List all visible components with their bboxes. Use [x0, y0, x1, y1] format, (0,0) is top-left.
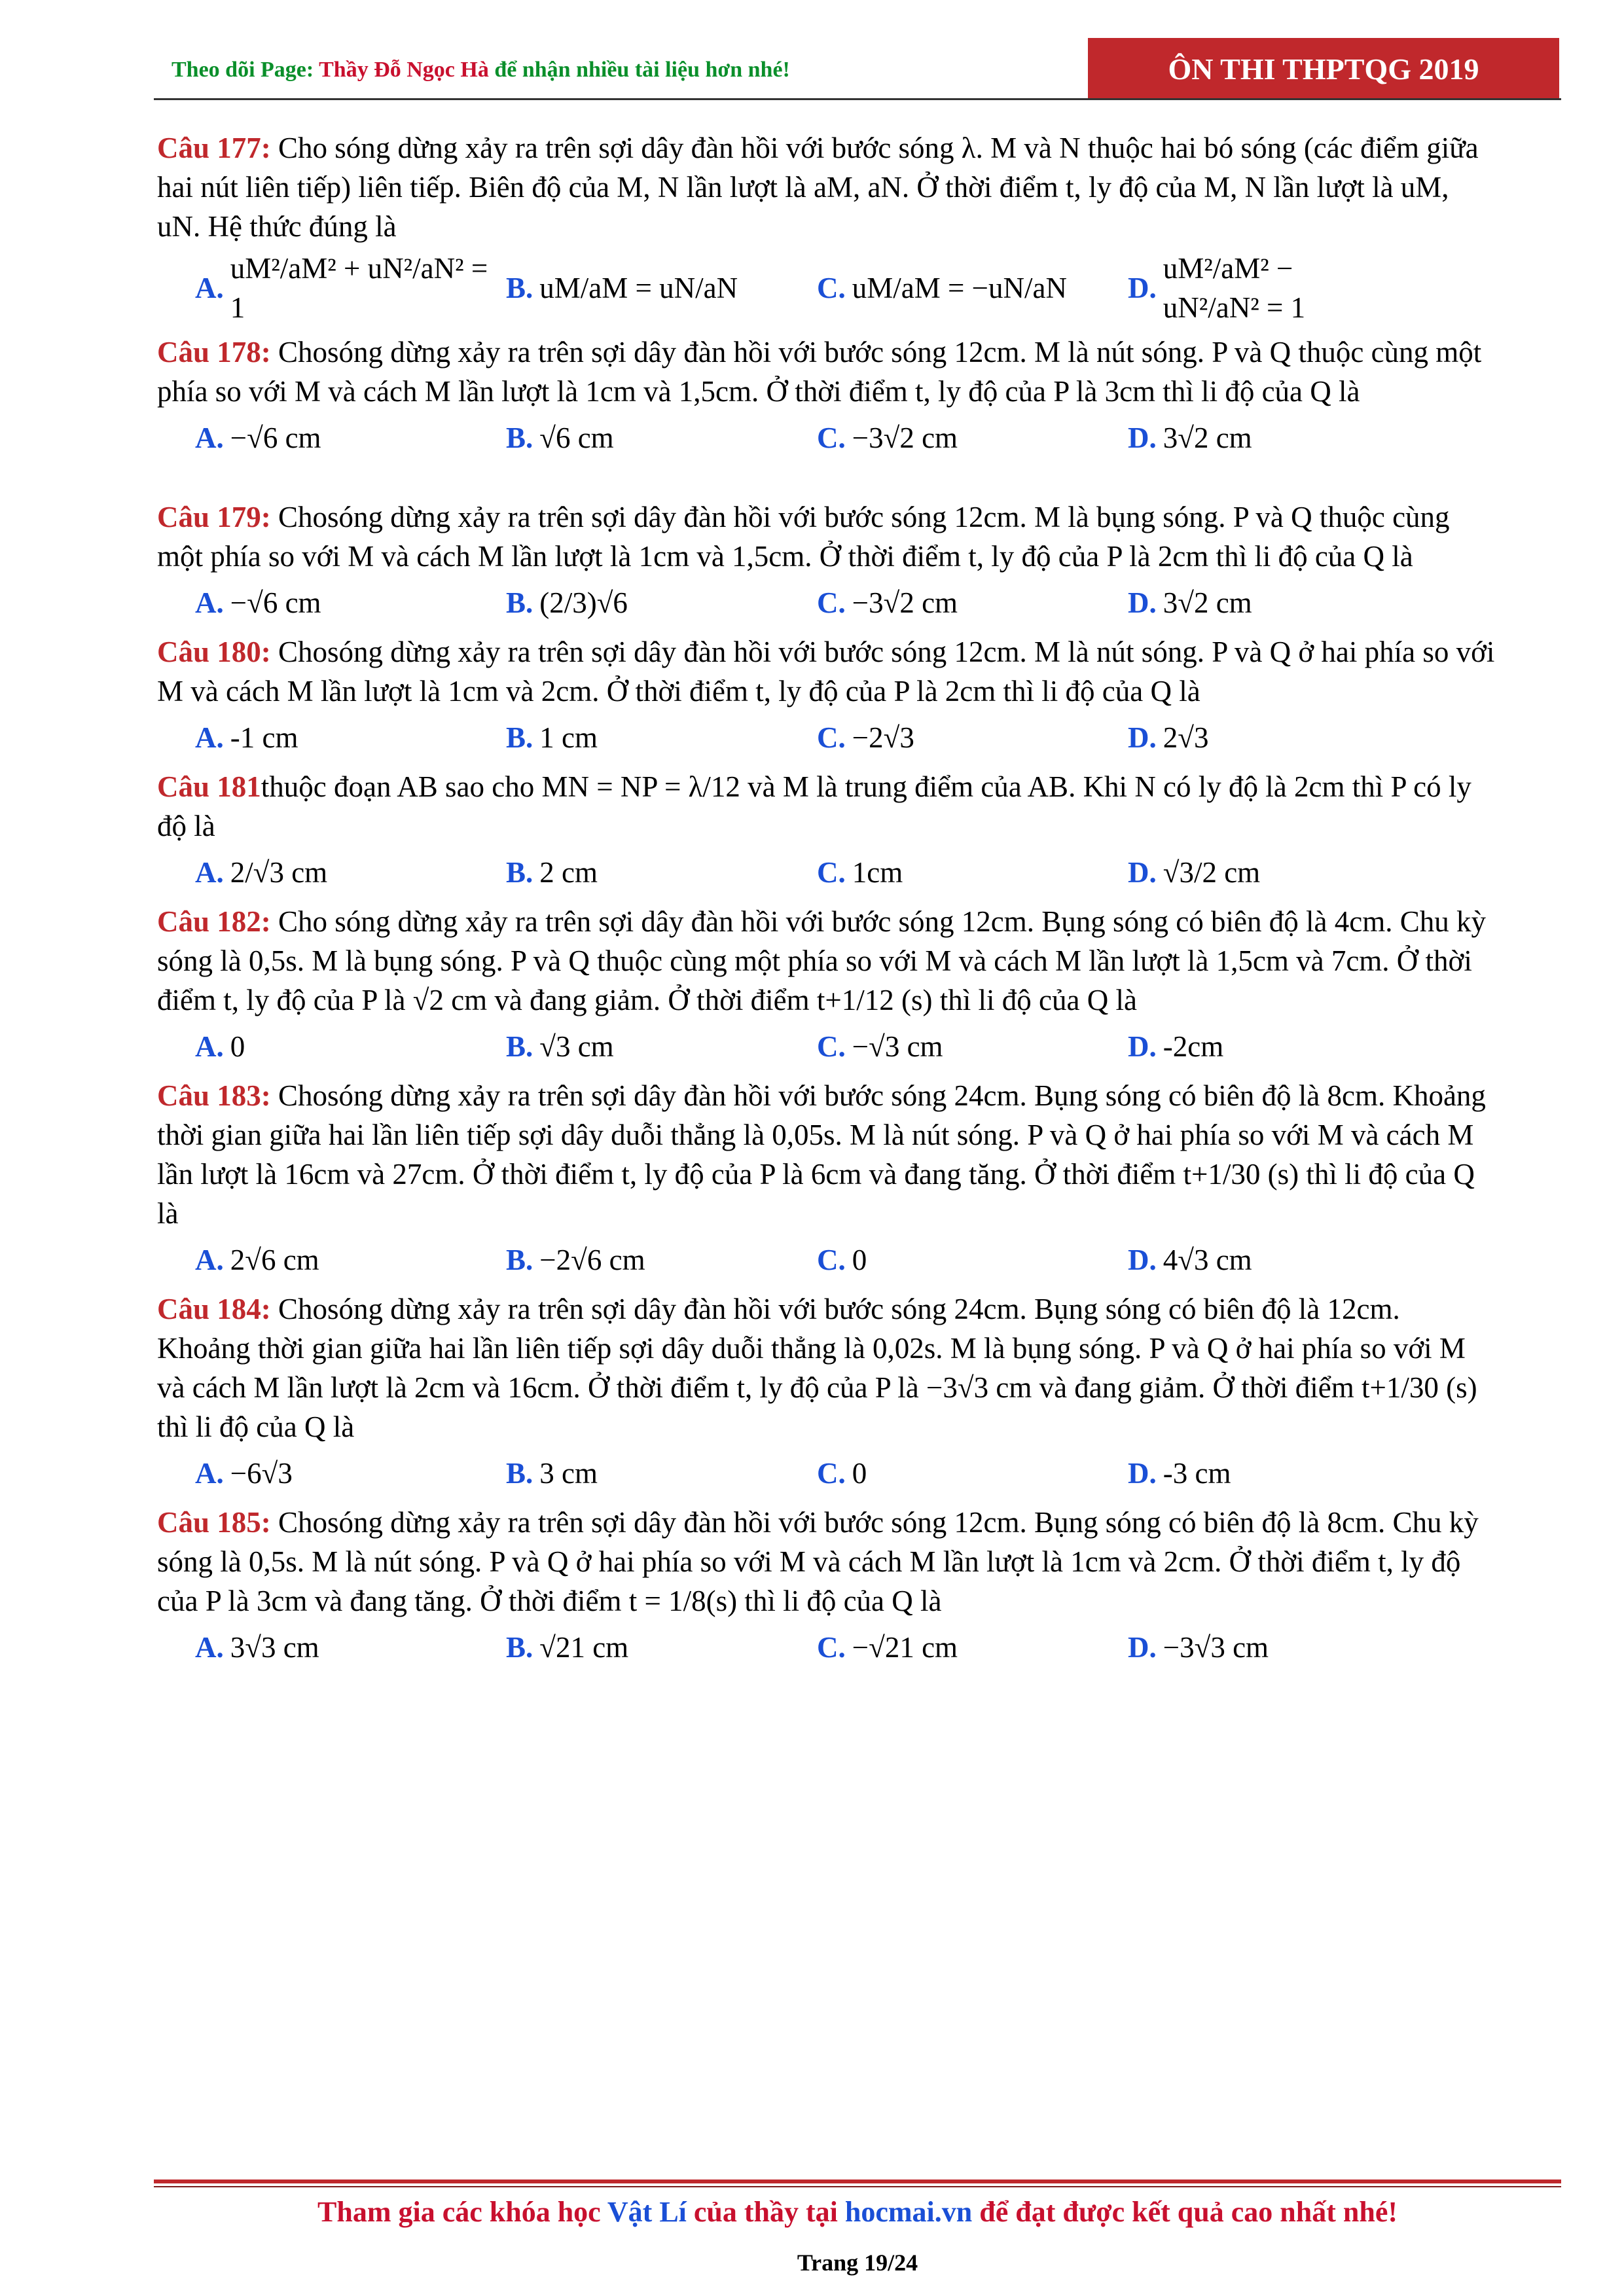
question-list — [157, 128, 1499, 1677]
question-text: Chosóng dừng xảy ra trên sợi dây đàn hồi với bước sóng 12cm. M là nút sóng. P và Q ở hai phía so với M và cách M lần lượt là 1cm và 2cm. Ở thời điểm t, ly độ của P là 2cm thì li độ của Q là — [157, 636, 1495, 708]
option-c[interactable]: C. −3√2 cm — [817, 422, 958, 454]
options-181 — [157, 848, 1499, 897]
option-b[interactable]: B. √3 cm — [506, 1030, 614, 1063]
question-number: Câu 183: — [157, 1079, 271, 1112]
header-prefix: Theo dõi Page: — [171, 58, 319, 82]
options-182 — [157, 1022, 1499, 1071]
question-180 — [157, 632, 1499, 711]
question-number: Câu 178: — [157, 336, 271, 368]
question-183 — [157, 1076, 1499, 1233]
question-text: Chosóng dừng xảy ra trên sợi dây đàn hồi với bước sóng 12cm. M là nút sóng. P và Q thuộc cùng một phía so với M và cách M lần lượt là 1cm và 1,5cm. Ở thời điểm t, ly độ của P là 3cm thì li độ của Q là — [157, 336, 1482, 408]
option-b[interactable]: B. (2/3)√6 — [506, 586, 628, 619]
option-c[interactable]: C. 0 — [817, 1457, 867, 1490]
option-d[interactable]: D. 4√3 cm — [1128, 1244, 1252, 1276]
options-179 — [157, 579, 1499, 627]
option-c[interactable]: C. −√3 cm — [817, 1030, 943, 1063]
option-d[interactable]: D. 3√2 cm — [1128, 422, 1252, 454]
option-b[interactable]: B. 2 cm — [506, 856, 598, 889]
option-b[interactable]: B. −2√6 cm — [506, 1244, 645, 1276]
options-185 — [157, 1623, 1499, 1672]
question-185 — [157, 1503, 1499, 1621]
option-a[interactable]: A. 0 — [195, 1030, 245, 1063]
question-178 — [157, 332, 1499, 411]
question-number: Câu 181 — [157, 770, 261, 803]
header-note — [171, 58, 790, 82]
question-text: Cho sóng dừng xảy ra trên sợi dây đàn hồi với bước sóng λ. M và N thuộc hai bó sóng (các điểm giữa hai nút liên tiếp) liên tiếp. Biên độ của M, N lần lượt là aM, aN. Ở thời điểm t, ly độ của M, N lần lượt là uM, uN. Hệ thức đúng là — [157, 132, 1479, 243]
subject-link[interactable]: Vật Lí — [607, 2196, 687, 2228]
header-divider — [154, 98, 1561, 100]
option-d[interactable]: D. uM²/aM² − uN²/aN² = 1 — [1128, 252, 1306, 324]
question-number: Câu 179: — [157, 501, 271, 533]
option-a[interactable]: A. −√6 cm — [195, 586, 321, 619]
option-d[interactable]: D. 3√2 cm — [1128, 586, 1252, 619]
option-c[interactable]: C. 1cm — [817, 856, 903, 889]
option-c[interactable]: C. −√21 cm — [817, 1631, 958, 1664]
page-number: Trang 19/24 — [797, 2250, 918, 2276]
option-b[interactable]: B. 3 cm — [506, 1457, 598, 1490]
option-b[interactable]: B. 1 cm — [506, 721, 598, 754]
question-179 — [157, 497, 1499, 576]
spacer — [157, 467, 1499, 497]
question-182 — [157, 902, 1499, 1020]
teacher-name[interactable]: Thầy Đỗ Ngọc Hà — [319, 58, 489, 82]
question-number: Câu 180: — [157, 636, 271, 668]
question-177 — [157, 128, 1499, 246]
question-text: Chosóng dừng xảy ra trên sợi dây đàn hồi với bước sóng 24cm. Bụng sóng có biên độ là 8cm. Khoảng thời gian giữa hai lần liên tiếp sợi dây duỗi thẳng là 0,05s. M là nút sóng. P và Q ở hai phía so với M và cách M lần lượt là 16cm và 27cm. Ở thời điểm t, ly độ của P là 6cm và đang tăng. Ở thời điểm t+1/30 (s) thì li độ của Q là — [157, 1079, 1486, 1230]
option-a[interactable]: A. −6√3 — [195, 1457, 293, 1490]
option-d[interactable]: D. -3 cm — [1128, 1457, 1231, 1490]
options-178 — [157, 414, 1499, 462]
question-number: Câu 182: — [157, 905, 271, 938]
question-number: Câu 184: — [157, 1293, 271, 1325]
question-184 — [157, 1289, 1499, 1446]
option-b[interactable]: B. √6 cm — [506, 422, 614, 454]
options-183 — [157, 1236, 1499, 1284]
question-text: Chosóng dừng xảy ra trên sợi dây đàn hồi với bước sóng 24cm. Bụng sóng có biên độ là 12cm. Khoảng thời gian giữa hai lần liên tiếp sợi dây duỗi thẳng là 0,02s. M là bụng sóng. P và Q ở hai phía so với M và cách M lần lượt là 2cm và 16cm. Ở thời điểm t, ly độ của P là −3√3 cm và đang giảm. Ở thời điểm t+1/30 (s) thì li độ của Q là — [157, 1293, 1477, 1443]
option-b[interactable]: B. √21 cm — [506, 1631, 629, 1664]
question-text: Chosóng dừng xảy ra trên sợi dây đàn hồi với bước sóng 12cm. Bụng sóng có biên độ là 8cm. Chu kỳ sóng là 0,5s. M là nút sóng. P và Q ở hai phía so với M và cách M lần lượt là 1cm và 2cm. Ở thời điểm t, ly độ của P là 3cm và đang tăng. Ở thời điểm t = 1/8(s) thì li độ của Q là — [157, 1506, 1479, 1617]
exam-badge: ÔN THI THPTQG 2019 — [1088, 38, 1559, 99]
option-d[interactable]: D. −3√3 cm — [1128, 1631, 1269, 1664]
question-text: Chosóng dừng xảy ra trên sợi dây đàn hồi với bước sóng 12cm. M là bụng sóng. P và Q thuộc cùng một phía so với M và cách M lần lượt là 1cm và 1,5cm. Ở thời điểm t, ly độ của P là 2cm thì li độ của Q là — [157, 501, 1450, 573]
options-177 — [157, 249, 1499, 327]
header-suffix: để nhận nhiều tài liệu hơn nhé! — [488, 58, 790, 82]
option-b[interactable]: B. uM/aM = uN/aN — [506, 272, 738, 304]
footer-divider — [154, 2179, 1561, 2183]
question-text: thuộc đoạn AB sao cho MN = NP = λ/12 và M là trung điểm của AB. Khi N có ly độ là 2cm thì P có ly độ là — [157, 770, 1471, 842]
question-181 — [157, 767, 1499, 846]
site-link[interactable]: hocmai.vn — [844, 2196, 973, 2228]
option-a[interactable]: A. 3√3 cm — [195, 1631, 319, 1664]
question-text: Cho sóng dừng xảy ra trên sợi dây đàn hồi với bước sóng 12cm. Bụng sóng có biên độ là 4cm. Chu kỳ sóng là 0,5s. M là bụng sóng. P và Q thuộc cùng một phía so với M và cách M lần lượt là 1,5cm và 7cm. Ở thời điểm t, ly độ của P là √2 cm và đang giảm. Ở thời điểm t+1/12 (s) thì li độ của Q là — [157, 905, 1486, 1016]
option-a[interactable]: A. 2√6 cm — [195, 1244, 319, 1276]
option-a[interactable]: A. uM²/aM² + uN²/aN² = 1 — [195, 252, 488, 324]
option-a[interactable]: A. −√6 cm — [195, 422, 321, 454]
options-184 — [157, 1449, 1499, 1498]
options-180 — [157, 713, 1499, 762]
footer-banner: Tham gia các khóa học Vật Lí của thầy tại hocmai.vn để đạt được kết quả cao nhất nhé! — [317, 2196, 1398, 2228]
option-c[interactable]: C. −3√2 cm — [817, 586, 958, 619]
option-d[interactable]: D. 2√3 — [1128, 721, 1209, 754]
question-number: Câu 185: — [157, 1506, 271, 1539]
question-number: Câu 177: — [157, 132, 271, 164]
footer-divider-thin — [154, 2186, 1561, 2187]
option-d[interactable]: D. √3/2 cm — [1128, 856, 1261, 889]
option-a[interactable]: A. -1 cm — [195, 721, 298, 754]
option-a[interactable]: A. 2/√3 cm — [195, 856, 328, 889]
option-d[interactable]: D. -2cm — [1128, 1030, 1224, 1063]
option-c[interactable]: C. 0 — [817, 1244, 867, 1276]
option-c[interactable]: C. −2√3 — [817, 721, 914, 754]
option-c[interactable]: C. uM/aM = −uN/aN — [817, 272, 1067, 304]
